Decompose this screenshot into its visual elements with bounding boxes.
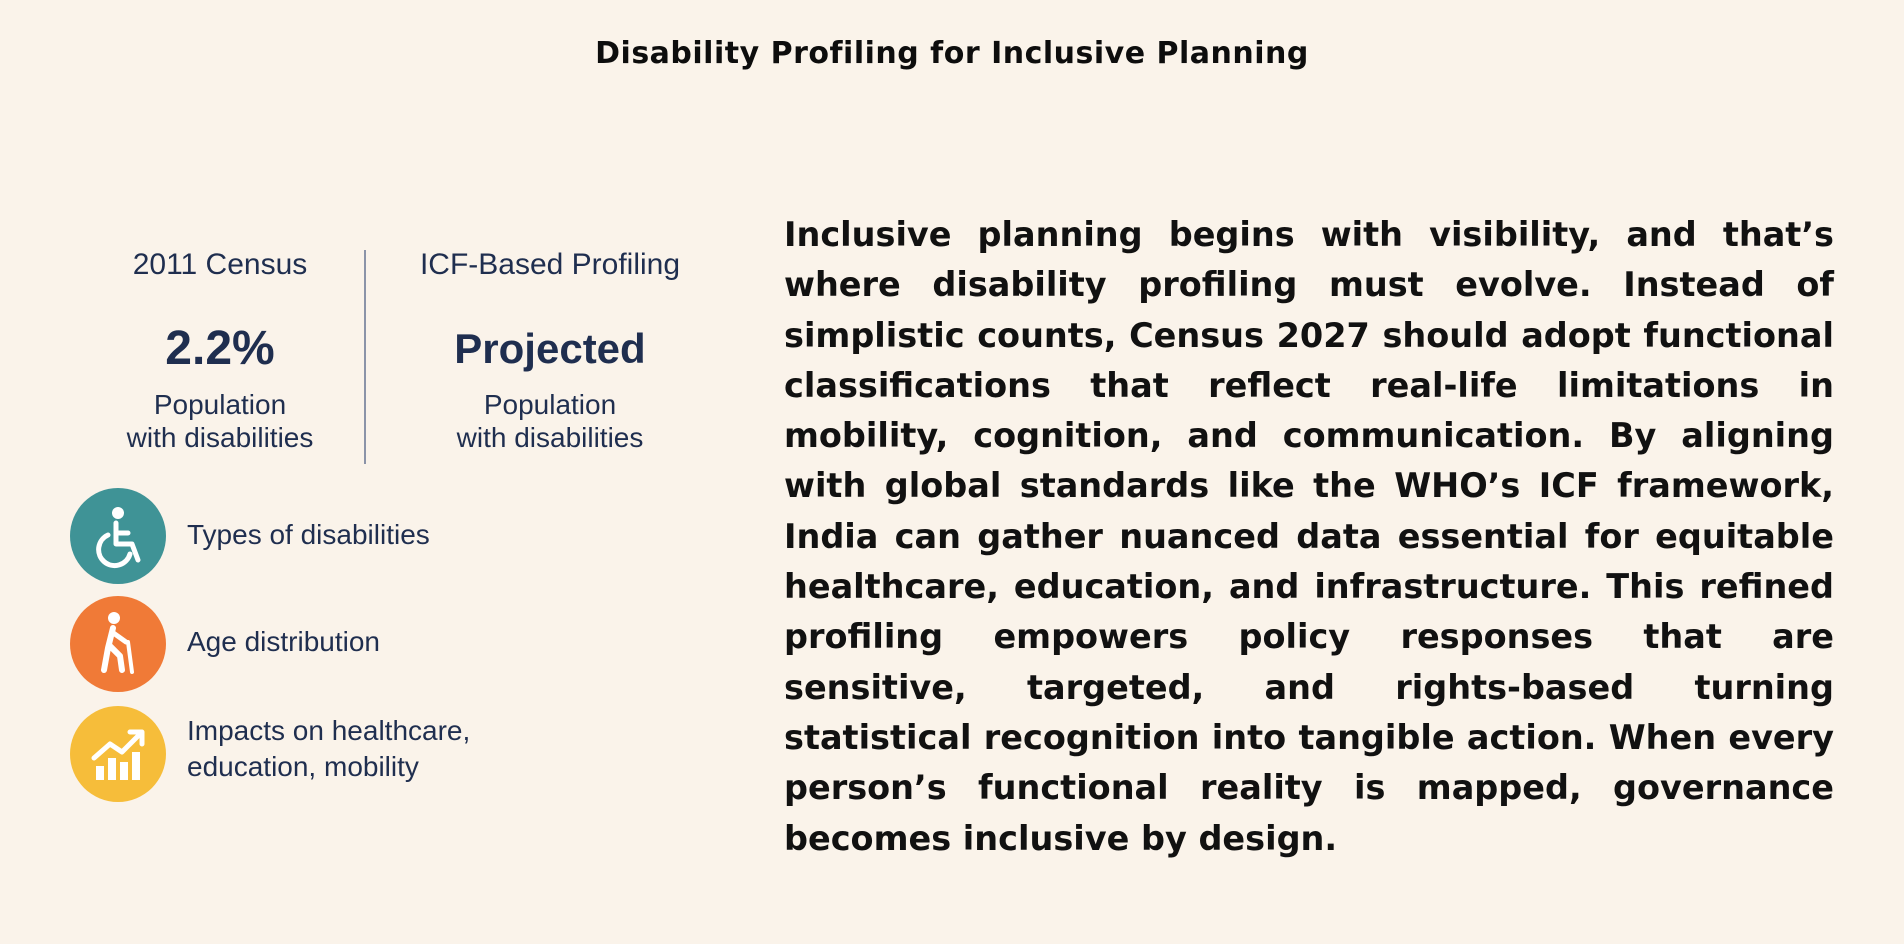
factor-label bbox=[187, 713, 470, 785]
stat-caption-line: with disabilities bbox=[456, 422, 644, 453]
factor-label-line: education, mobility bbox=[187, 751, 419, 782]
stat-caption-line: Population bbox=[483, 389, 617, 420]
factor-label bbox=[187, 624, 380, 660]
wheelchair-icon bbox=[70, 488, 166, 584]
stat-heading: ICF-Based Profiling bbox=[419, 248, 681, 281]
body-paragraph: Inclusive planning begins with visibility, and that’s where disability profiling must evolve. Instead of simplistic counts, Census 2027 should adopt functional classifications that reflect real-life limitations in mobility, cognition, and communication. By aligning with global standards like the WHO’s ICF framework, India can gather nuanced data essential for equitable healthcare, education, and infrastructure. This refined profiling empowers policy responses that are sensitive, targeted, and rights-based turning statistical recognition into tangible action. When every person’s functional reality is mapped, governance becomes inclusive by design. bbox=[784, 215, 1834, 858]
factor-impacts bbox=[70, 706, 670, 802]
stat-heading: 2011 Census bbox=[132, 248, 308, 281]
factor-age-distribution bbox=[70, 596, 670, 692]
stat-caption-line: with disabilities bbox=[126, 422, 314, 453]
factor-label-line: Types of disabilities bbox=[187, 519, 430, 550]
stats-comparison bbox=[100, 248, 710, 466]
stats-divider bbox=[364, 250, 366, 464]
stat-icf-based bbox=[390, 248, 710, 454]
growth-chart-icon bbox=[70, 706, 166, 802]
stat-value: 2.2% bbox=[165, 322, 275, 375]
factor-label bbox=[187, 517, 430, 553]
elderly-person-cane-icon bbox=[70, 596, 166, 692]
stat-value: Projected bbox=[454, 325, 646, 372]
factor-label-line: Impacts on healthcare, bbox=[187, 715, 471, 746]
stat-caption bbox=[100, 388, 340, 454]
stat-census-2011 bbox=[100, 248, 340, 454]
page-title: Disability Profiling for Inclusive Planning bbox=[595, 36, 1309, 71]
factor-label-line: Age distribution bbox=[187, 626, 381, 657]
stat-caption-line: Population bbox=[153, 389, 287, 420]
stat-caption bbox=[390, 388, 710, 454]
factor-types-of-disabilities bbox=[70, 488, 670, 584]
